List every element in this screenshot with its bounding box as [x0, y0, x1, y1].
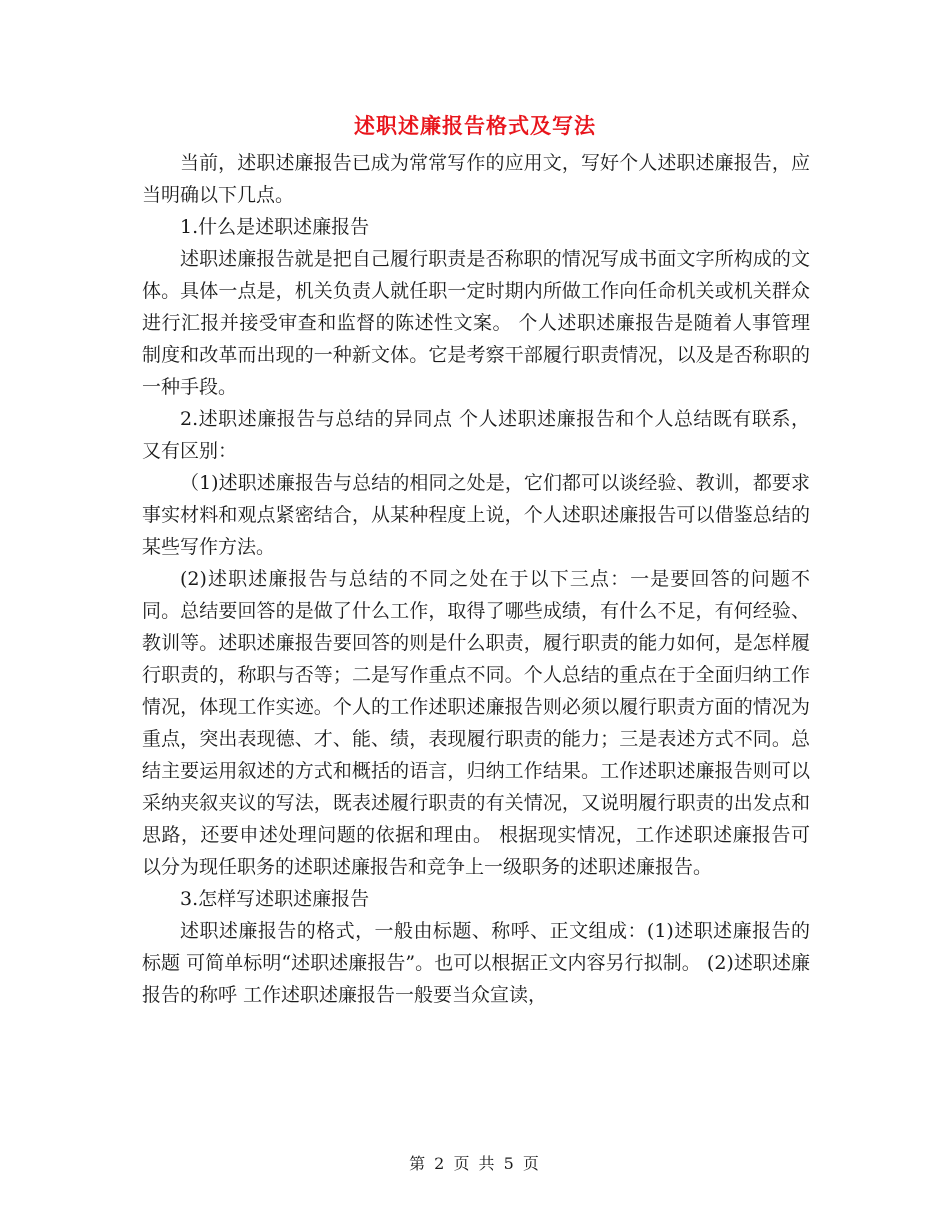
- section-heading-2: 2.述职述廉报告与总结的异同点 个人述职述廉报告和个人总结既有联系，又有区别：: [142, 408, 810, 462]
- paragraph-intro: 当前，述职述廉报告已成为常常写作的应用文，写好个人述职述廉报告，应当明确以下几点。: [142, 152, 810, 206]
- document-body: [142, 147, 810, 1011]
- section-heading-1: 1.什么是述职述廉报告: [180, 216, 370, 238]
- paragraph-definition: 述职述廉报告就是把自己履行职责是否称职的情况写成书面文字所构成的文体。具体一点是，机关负责人就任职一定时期内所做工作向任命机关或机关群众进行汇报并接受审查和监督的陈述性文案。 个人述职述廉报告是随着人事管理制度和改革而出现的一种新文体。它是考察干部履行职责情况，以及是否称职的一种手段。: [142, 248, 810, 398]
- paragraph-differences: (2)述职述廉报告与总结的不同之处在于以下三点：一是要回答的问题不同。总结要回答的是做了什么工作，取得了哪些成绩，有什么不足，有何经验、教训等。述职述廉报告要回答的则是什么职责，履行职责的能力如何，是怎样履行职责的，称职与否等；二是写作重点不同。个人总结的重点在于全面归纳工作情况，体现工作实迹。个人的工作述职述廉报告则必须以履行职责方面的情况为重点，突出表现德、才、能、绩，表现履行职责的能力；三是表述方式不同。总结主要运用叙述的方式和概括的语言，归纳工作结果。工作述职述廉报告则可以采纳夹叙夹议的写法，既表述履行职责的有关情况，又说明履行职责的出发点和思路，还要申述处理问题的依据和理由。 根据现实情况，工作述职述廉报告可以分为现任职务的述职述廉报告和竞争上一级职务的述职述廉报告。: [142, 568, 810, 878]
- paragraph-similarities: （1)述职述廉报告与总结的相同之处是，它们都可以谈经验、教训，都要求事实材料和观点紧密结合，从某种程度上说，个人述职述廉报告可以借鉴总结的某些写作方法。: [142, 472, 810, 558]
- page-number-footer: 第 2 页 共 5 页: [409, 1154, 541, 1173]
- section-heading-3: 3.怎样写述职述廉报告: [180, 888, 370, 910]
- document-title: 述职述廉报告格式及写法: [354, 113, 596, 138]
- paragraph-format: 述职述廉报告的格式，一般由标题、称呼、正文组成：(1)述职述廉报告的标题 可简单标明“述职述廉报告”。也可以根据正文内容另行拟制。 (2)述职述廉报告的称呼 工作述职述廉报告一般要当众宣读，: [142, 920, 810, 1006]
